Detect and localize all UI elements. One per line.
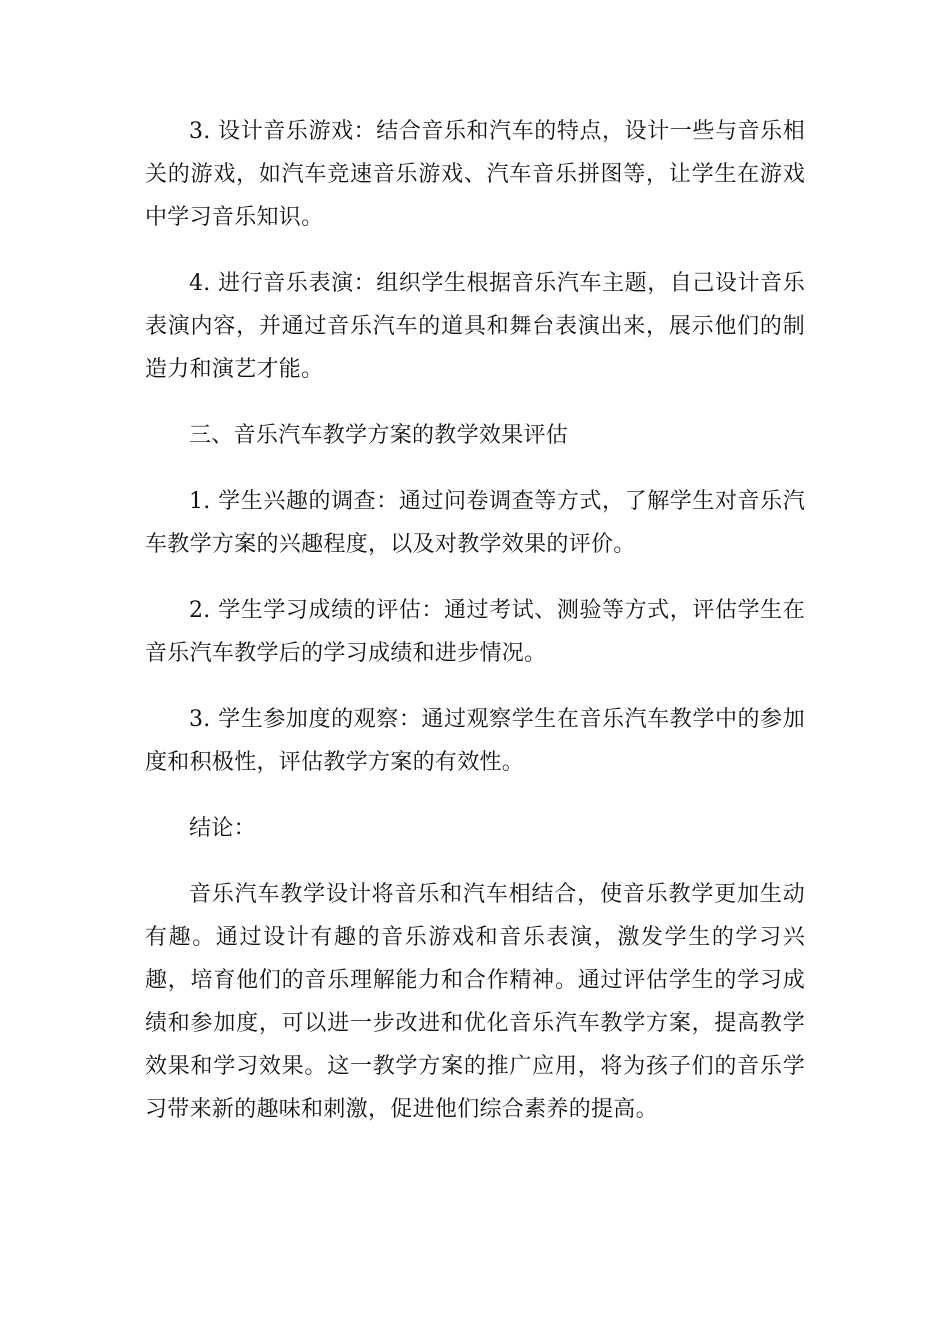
- paragraph-grade-evaluation: 2. 学生学习成绩的评估：通过考试、测验等方式，评估学生在音乐汽车教学后的学习成绩和进步情况。: [145, 598, 805, 666]
- document-body: [145, 110, 805, 1154]
- paragraph-participation-observation: 3. 学生参加度的观察：通过观察学生在音乐汽车教学中的参加度和积极性，评估教学方案的有效性。: [145, 707, 805, 775]
- conclusion-heading: 结论：: [189, 816, 256, 841]
- section-heading-evaluation: 三、音乐汽车教学方案的教学效果评估: [189, 423, 569, 448]
- paragraph-design-music-games: 3. 设计音乐游戏：结合音乐和汽车的特点，设计一些与音乐相关的游戏，如汽车竞速音乐游戏、汽车音乐拼图等，让学生在游戏中学习音乐知识。: [145, 119, 805, 230]
- paragraph-music-performance: 4. 进行音乐表演：组织学生根据音乐汽车主题，自己设计音乐表演内容，并通过音乐汽车的道具和舞台表演出来，展示他们的制造力和演艺才能。: [145, 271, 805, 382]
- paragraph-interest-survey: 1. 学生兴趣的调查：通过问卷调查等方式，了解学生对音乐汽车教学方案的兴趣程度，以及对教学效果的评价。: [145, 489, 805, 557]
- paragraph-conclusion: 音乐汽车教学设计将音乐和汽车相结合，使音乐教学更加生动有趣。通过设计有趣的音乐游戏和音乐表演，激发学生的学习兴趣，培育他们的音乐理解能力和合作精神。通过评估学生的学习成绩和参加度，可以进一步改进和优化音乐汽车教学方案，提高教学效果和学习效果。这一教学方案的推广应用，将为孩子们的音乐学习带来新的趣味和刺激，促进他们综合素养的提高。: [145, 882, 805, 1122]
